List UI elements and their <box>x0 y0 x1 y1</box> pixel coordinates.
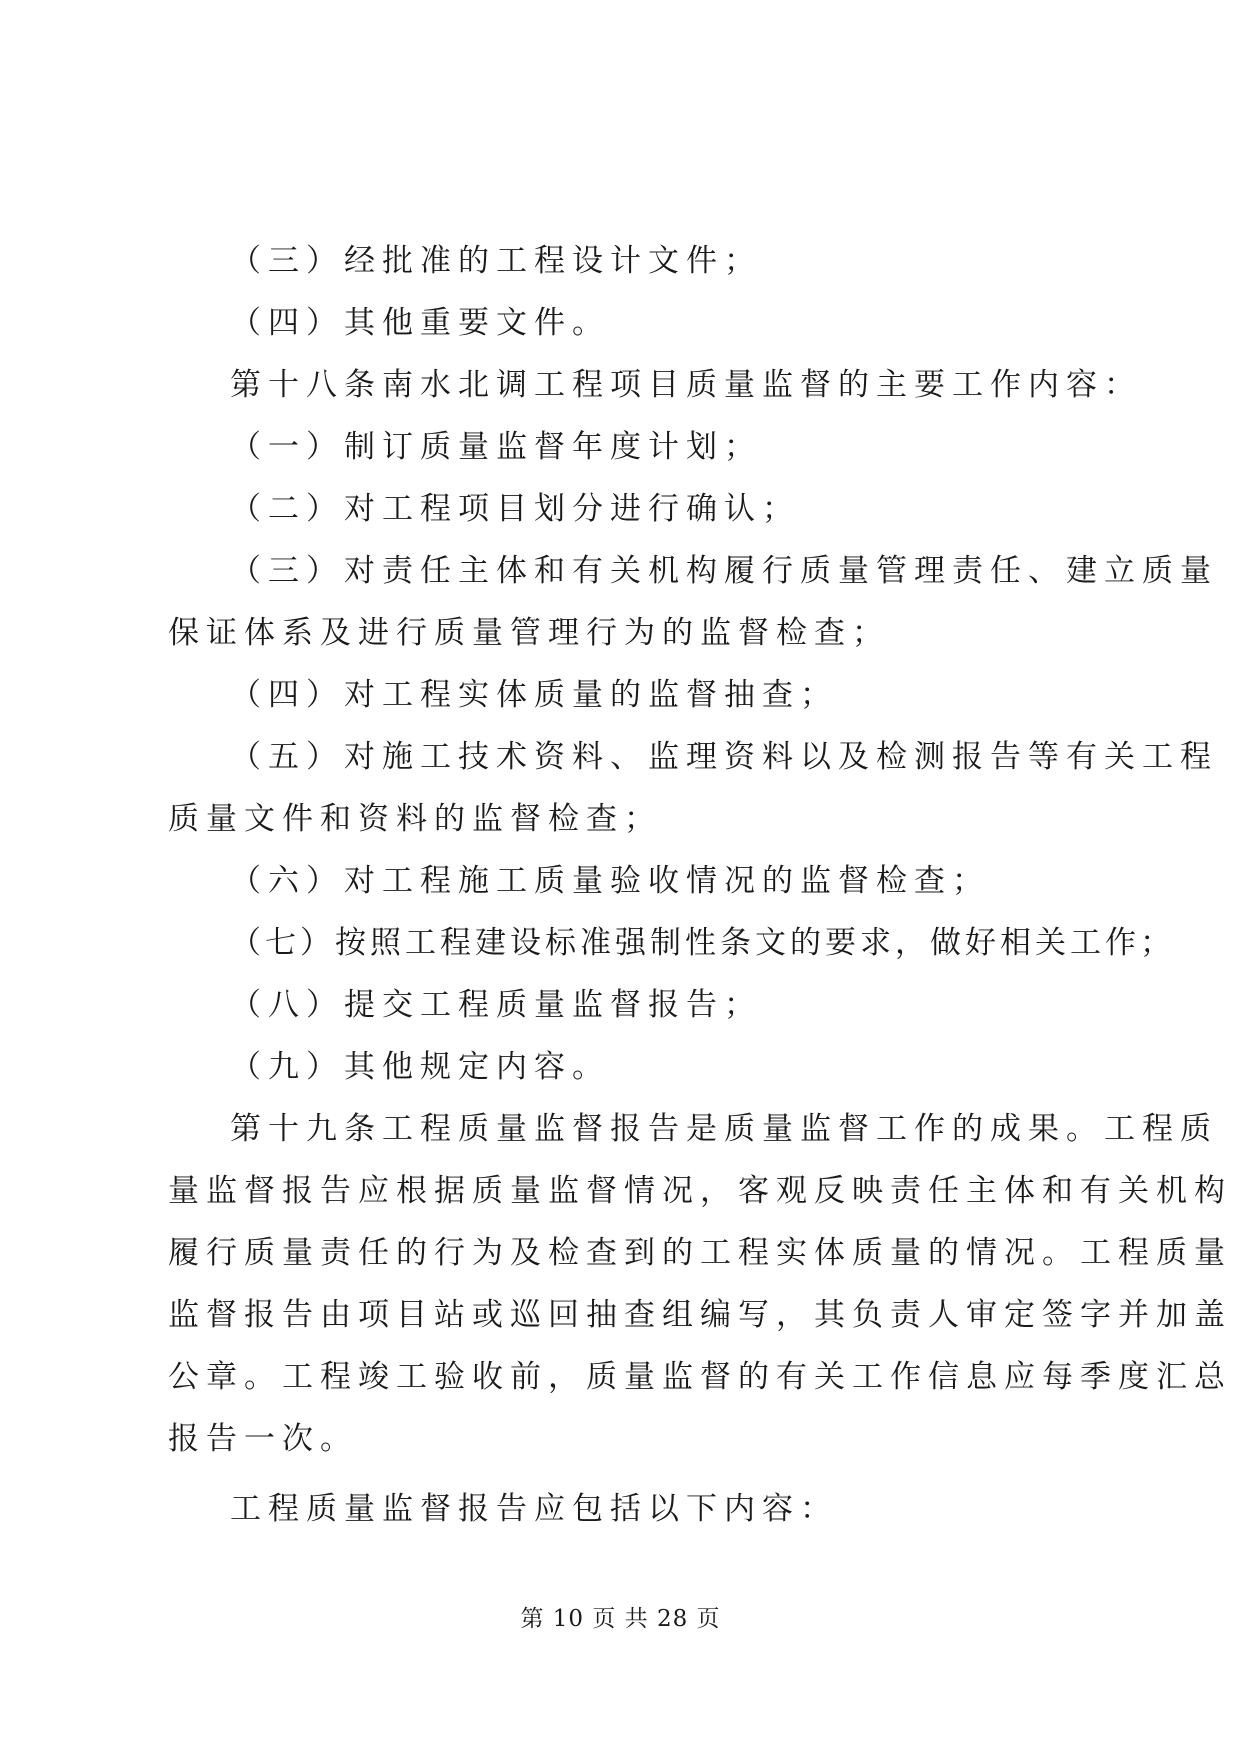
paragraph-line: （九）其他规定内容。 <box>230 1049 610 1085</box>
paragraph-line: 第十八条南水北调工程项目质量监督的主要工作内容： <box>230 367 1142 403</box>
paragraph-gap <box>168 1470 1088 1478</box>
paragraph-line: （七）按照工程建设标准强制性条文的要求，做好相关工作； <box>230 925 1175 961</box>
paragraph-line: （五）对施工技术资料、监理资料以及检测报告等有关工程 <box>230 739 1218 775</box>
paragraph-line: 报告一次。 <box>168 1421 358 1457</box>
paragraph-line: （二）对工程项目划分进行确认； <box>230 491 800 527</box>
paragraph-line: 履行质量责任的行为及检查到的工程实体质量的情况。工程质量 <box>168 1235 1232 1271</box>
paragraph-line: （四）其他重要文件。 <box>230 305 610 341</box>
paragraph-line: 保证体系及进行质量管理行为的监督检查； <box>168 615 890 651</box>
paragraph-line: 量监督报告应根据质量监督情况，客观反映责任主体和有关机构 <box>168 1173 1232 1209</box>
page-number-footer: 第 10 页 共 28 页 <box>520 1606 721 1632</box>
paragraph-line: （一）制订质量监督年度计划； <box>230 429 762 465</box>
paragraph-line: 质量文件和资料的监督检查； <box>168 801 662 837</box>
paragraph-line: 工程质量监督报告应包括以下内容： <box>230 1491 838 1527</box>
paragraph-line: 公章。工程竣工验收前，质量监督的有关工作信息应每季度汇总 <box>168 1359 1232 1395</box>
paragraph-line: （四）对工程实体质量的监督抽查； <box>230 677 838 713</box>
paragraph-line: （六）对工程施工质量验收情况的监督检查； <box>230 863 990 899</box>
paragraph-line: （八）提交工程质量监督报告； <box>230 987 762 1023</box>
document-body <box>168 230 1232 1540</box>
paragraph-line: 第十九条工程质量监督报告是质量监督工作的成果。工程质 <box>230 1111 1218 1147</box>
paragraph-line: （三）对责任主体和有关机构履行质量管理责任、建立质量 <box>230 553 1218 589</box>
paragraph-line: （三）经批准的工程设计文件； <box>230 243 762 279</box>
paragraph-line: 监督报告由项目站或巡回抽查组编写，其负责人审定签字并加盖 <box>168 1297 1232 1333</box>
